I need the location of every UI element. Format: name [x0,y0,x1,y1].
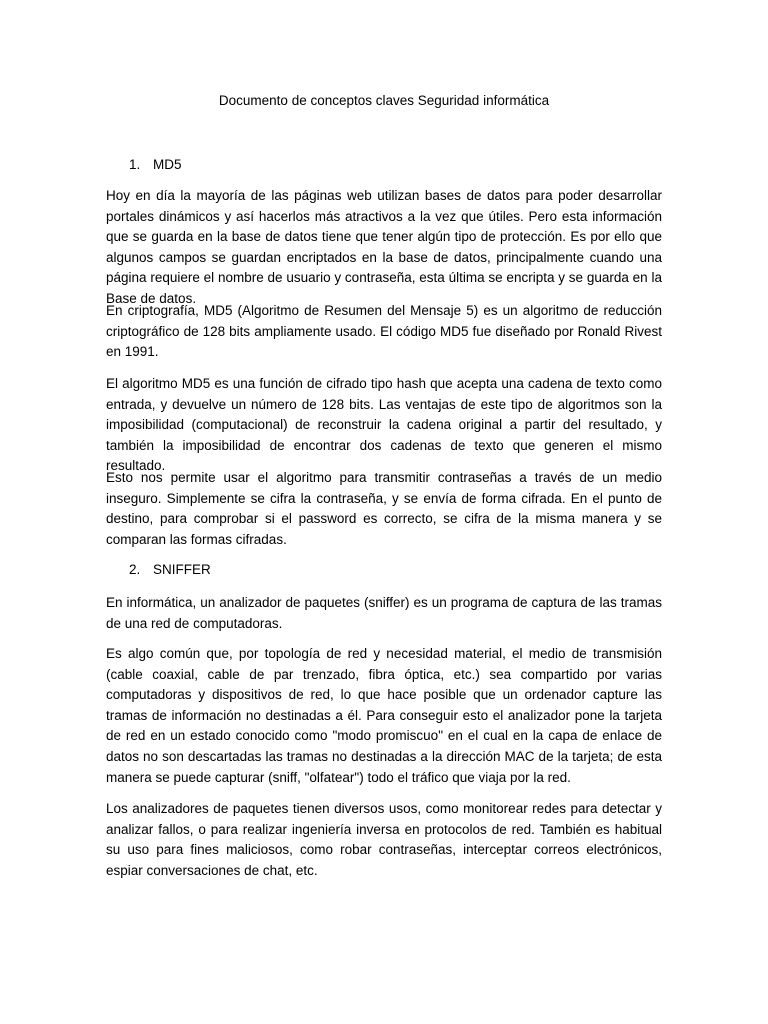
section-heading-md5 [129,156,182,174]
section-heading-sniffer [129,561,211,579]
section-title: SNIFFER [153,562,211,577]
paragraph-sniffer-definition: En informática, un analizador de paquetes (sniffer) es un programa de captura de las tramas de una red de computadoras. [106,595,662,631]
paragraph-md5-hash: El algoritmo MD5 es una función de cifrado tipo hash que acepta una cadena de texto como entrada, y devuelve un número de 128 bits. Las ventajas de este tipo de algoritmos son la imposibilidad (computacional) de reconstruir la cadena original a partir del resultado, y también la imposibilidad de encontrar dos cadenas de texto que generen el mismo resultado. [106,376,662,474]
section-number: 2. [129,562,141,577]
section-title: MD5 [153,157,182,172]
paragraph-md5-intro: Hoy en día la mayoría de las páginas web utilizan bases de datos para poder desarrollar portales dinámicos y así hacerlos más atractivos a la vez que útiles. Pero esta información que se guarda en la base de datos tiene que tener algún tipo de protección. Es por ello que algunos campos se guardan encriptados en la base de datos, principalmente cuando una página requiere el nombre de usuario y contraseña, esta última se encripta y se guarda en la Base de datos. [106,188,662,306]
paragraph-sniffer-uses: Los analizadores de paquetes tienen diversos usos, como monitorear redes para detectar y analizar fallos, o para realizar ingeniería inversa en protocolos de red. También es habitual su uso para fines maliciosos, como robar contraseñas, interceptar correos electrónicos, espiar conversaciones de chat, etc. [106,801,662,878]
paragraph-md5-usage: Esto nos permite usar el algoritmo para transmitir contraseñas a través de un medio inseguro. Simplemente se cifra la contraseña, y se envía de forma cifrada. En el punto de destino, para comprobar si el password es correcto, se cifra de la misma manera y se comparan las formas cifradas. [106,470,662,547]
section-number: 1. [129,157,141,172]
paragraph-md5-definition: En criptografía, MD5 (Algoritmo de Resumen del Mensaje 5) es un algoritmo de reducción criptográfico de 128 bits ampliamente usado. El código MD5 fue diseñado por Ronald Rivest en 1991. [106,303,662,360]
paragraph-sniffer-promiscuous: Es algo común que, por topología de red y necesidad material, el medio de transmisión (cable coaxial, cable de par trenzado, fibra óptica, etc.) sea compartido por varias computadoras y dispositivos de red, lo que hace posible que un ordenador capture las tramas de información no destinadas a él. Para conseguir esto el analizador pone la tarjeta de red en un estado conocido como "modo promiscuo" en el cual en la capa de enlace de datos no son descartadas las tramas no destinadas a la dirección MAC de la tarjeta; de esta manera se puede capturar (sniff, "olfatear") todo el tráfico que viaja por la red. [106,646,662,785]
document-title: Documento de conceptos claves Seguridad informática [218,93,550,108]
